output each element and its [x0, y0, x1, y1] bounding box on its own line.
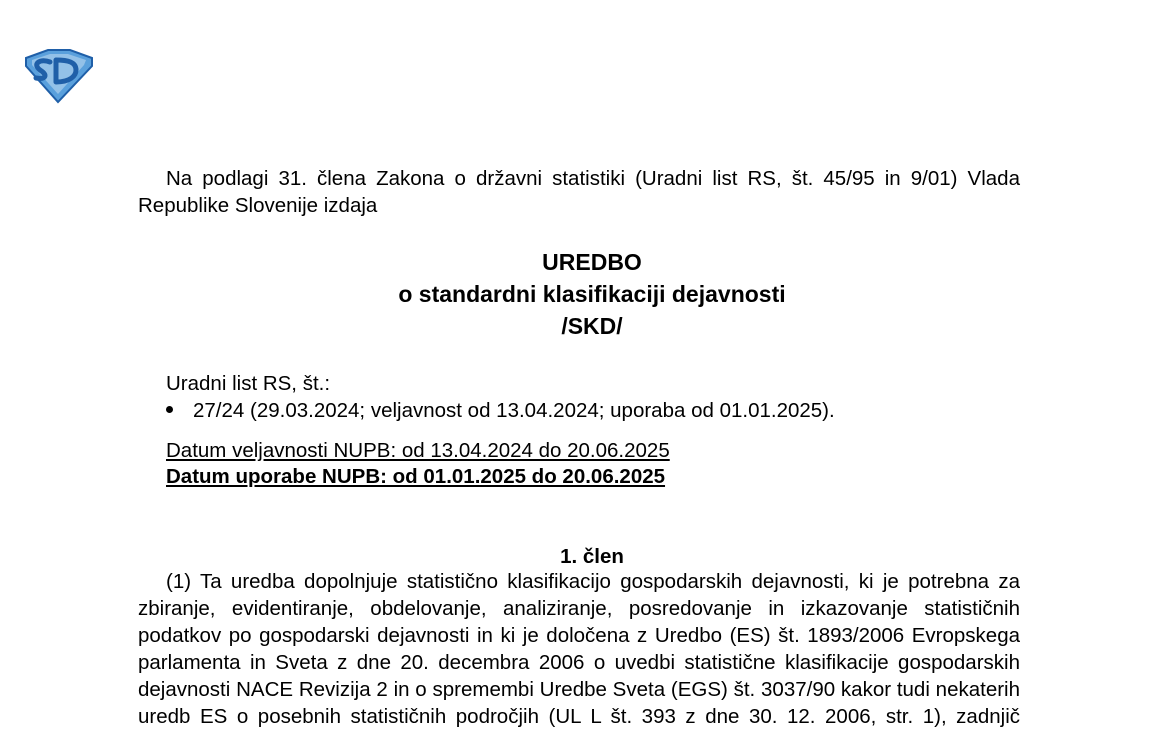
article-heading: 1. člen	[560, 545, 624, 568]
gazette-list-item	[166, 397, 835, 424]
sd-logo	[22, 48, 96, 104]
title-line-2: o standardni klasifikaciji dejavnosti	[398, 281, 786, 307]
title-line-3: /SKD/	[561, 313, 623, 339]
bullet-icon	[166, 406, 173, 413]
validity-date: Datum veljavnosti NUPB: od 13.04.2024 do 20.06.2025	[166, 439, 670, 462]
gazette-label: Uradni list RS, št.:	[166, 372, 331, 395]
usage-date: Datum uporabe NUPB: od 01.01.2025 do 20.06.2025	[166, 465, 666, 488]
gazette-item-text: 27/24 (29.03.2024; veljavnost od 13.04.2024; uporaba od 01.01.2025).	[193, 399, 835, 422]
title-line-1: UREDBO	[542, 249, 642, 275]
article-paragraph: (1) Ta uredba dopolnjuje statistično klasifikacijo gospodarskih dejavnosti, ki je potrebna za zbiranje, evidentiranje, obdelovanje, analiziranje, posredovanje in izkazovanje statističnih podatkov po gospodarski dejavnosti in ki je določena z Uredbo (ES) št. 1893/2006 Evropskega parlamenta in Sveta z dne 20. decembra 2006 o uvedbi statistične klasifikacije gospodarskih dejavnosti NACE Revizija 2 in o spremembi Uredbe Sveta (EGS) št. 3037/90 kakor tudi nekaterih uredb ES o posebnih statističnih področjih (UL L št. 393 z dne 30. 12. 2006, str. 1), zadnjič	[138, 570, 1020, 728]
document-title	[138, 246, 1046, 342]
intro-paragraph: Na podlagi 31. člena Zakona o državni statistiki (Uradni list RS, št. 45/95 in 9/01) Vlada Republike Slovenije izdaja	[138, 167, 1020, 217]
